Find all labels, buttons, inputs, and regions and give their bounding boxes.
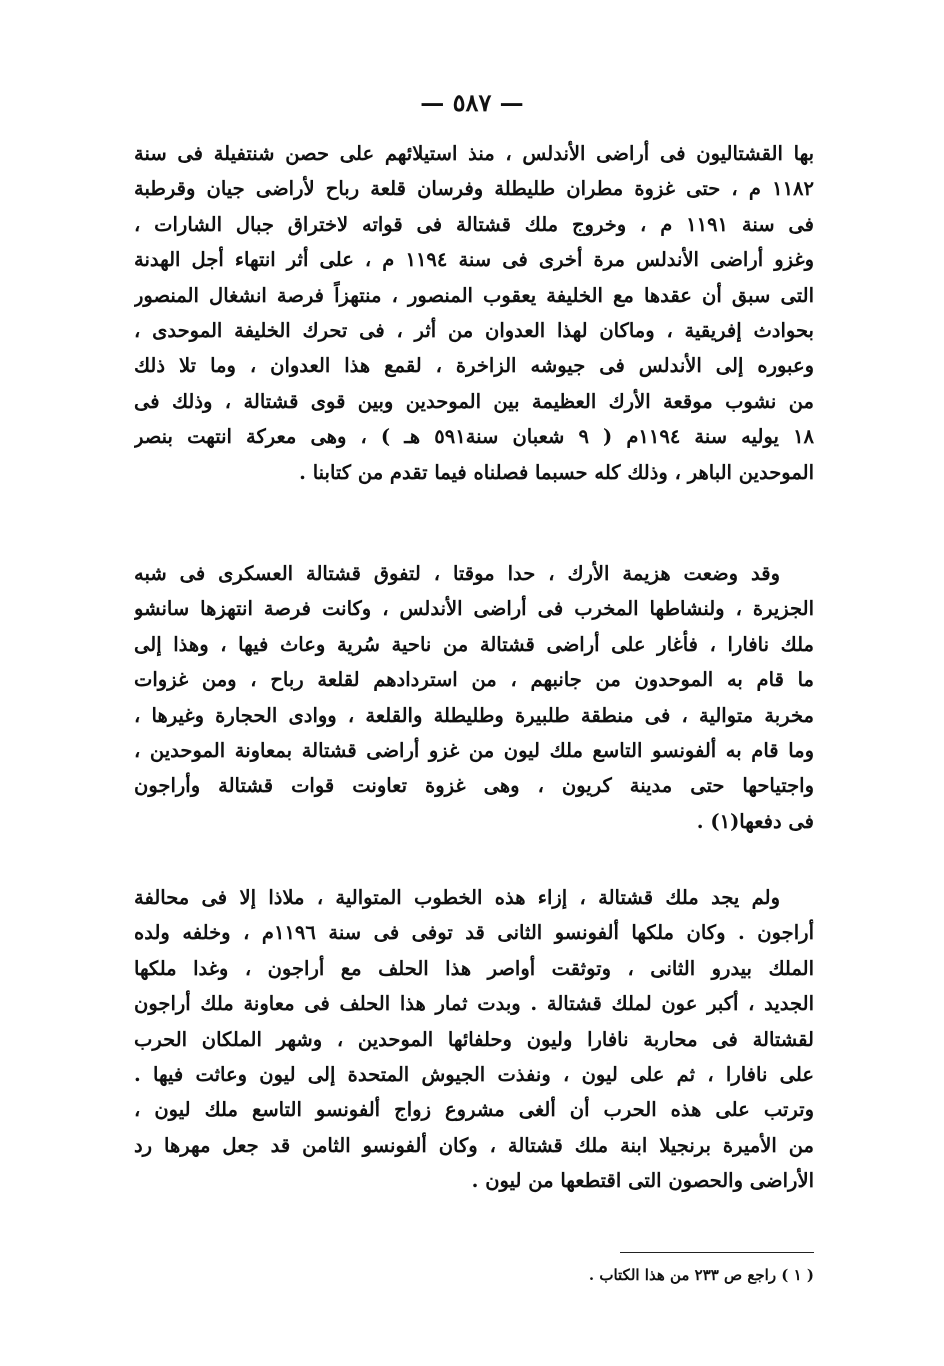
text-line: ما قام به الموحدون من جانبهم ، من استردادهم لقلعة رباح ، ومن غزوات (134, 668, 814, 692)
text-line: بحوادث إفريقية ، وماكان لهذا العدوان من أثر ، فى تحرك الخليفة الموحدى ، (134, 318, 814, 342)
paragraph-3 (134, 880, 814, 1199)
text-line: وعبوره إلى الأندلس فى جيوشه الزاخرة ، لقمع هذا العدوان ، وما تلا ذلك (134, 354, 814, 378)
text-line: على نافارا ، ثم على ليون ، ونفذت الجيوش المتحدة إلى ليون وعاثت فيها . (134, 1062, 814, 1086)
footnote-divider (620, 1252, 814, 1253)
text-line: من الأميرة برنجيلا ابنة ملك قشتالة ، وكان ألفونسو الثامن قد جعل مهرها رد (134, 1133, 814, 1157)
text-line: مخربة متوالية ، فى منطقة طلبيرة وطليطلة والقلعة ، ووادى الحجارة وغيرها ، (134, 703, 814, 727)
text-line: ١١٨٢ م ، حتى غزوة مطران طليطلة وفرسان قلعة رباح لأراضى جيان وقرطبة (134, 177, 814, 201)
paragraph-2 (134, 556, 814, 839)
text-line: الجديد ، أكبر عون لملك قشتالة . وبدت ثمار هذا الحلف فى معاونة ملك أراجون (134, 992, 814, 1016)
text-line: التى سبق أن عقدها مع الخليفة يعقوب المنصور ، منتهزاً فرصة انشغال المنصور (134, 283, 814, 307)
text-line: وترتب على هذه الحرب أن ألغى مشروع زواج ألفونسو التاسع ملك ليون ، (134, 1098, 814, 1122)
text-line: ملك نافارا ، فأغار على أراضى قشتالة من ناحية سُرية وعاث فيها ، وهذا إلى (134, 632, 814, 656)
paragraph-1 (134, 136, 814, 490)
text-line: لقشتالة فى محاربة نافارا وليون وحلفائها الموحدين ، وشهر الملكان الحرب (134, 1027, 814, 1051)
text-line: فى سنة ١١٩١ م ، وخروج ملك قشتالة فى قواته لاختراق جبال الشارات ، (134, 212, 814, 236)
text-line: واجتياحها حتى مدينة كريون ، وهى غزوة تعاونت قوات قشتالة وأراجون (134, 774, 814, 798)
text-line: الملك بيدرو الثانى ، وتوثقت أواصر هذا الحلف مع أراجون ، وغدا ملكها (134, 956, 814, 980)
footnote: ( ١ ) راجع ص ٢٣٣ من هذا الكتاب . (588, 1266, 814, 1284)
text-line: الموحدين الباهر ، وذلك كله حسبما فصلناه فيما تقدم من كتابنا . (299, 460, 814, 484)
page-number: — ٥٨٧ — (420, 88, 524, 117)
text-line: أراجون . وكان ملكها ألفونسو الثانى قد توفى فى سنة ١١٩٦م ، وخلفه ولده (134, 921, 814, 945)
text-line: فى دفعها(١) . (696, 809, 814, 833)
text-line: الجزيرة ، ولنشاطها المخرب فى أراضى الأندلس ، وكانت فرصة انتهزها سانشو (134, 597, 814, 621)
text-line: وما قام به ألفونسو التاسع ملك ليون من غزو أراضى قشتالة بمعاونة الموحدين ، (134, 738, 814, 762)
text-line: من نشوب موقعة الأرك العظيمة بين الموحدين وبين قوى قشتالة ، وذلك فى (134, 389, 814, 413)
text-line: الأراضى والحصون التى اقتطعها من ليون . (471, 1169, 814, 1193)
text-line: ولم يجد ملك قشتالة ، إزاء هذه الخطوب المتوالية ، ملاذا إلا فى محالفة (134, 886, 780, 909)
text-line: بها القشتاليون فى أراضى الأندلس ، منذ استيلائهم على حصن شنتفيلة فى سنة (134, 142, 814, 165)
text-line: ١٨ يوليه سنة ١١٩٤م ( ٩ شعبان سنة٥٩١ هـ ) ، وهى معركة انتهت بنصر (134, 425, 814, 449)
text-line: وغزو أراضى الأندلس مرة أخرى فى سنة ١١٩٤ م ، على أثر انتهاء أجل الهدنة (134, 248, 814, 272)
text-line: وقد وضعت هزيمة الأرك ، حدا موقتا ، لتفوق قشتالة العسكرى فى شبه (134, 562, 780, 585)
